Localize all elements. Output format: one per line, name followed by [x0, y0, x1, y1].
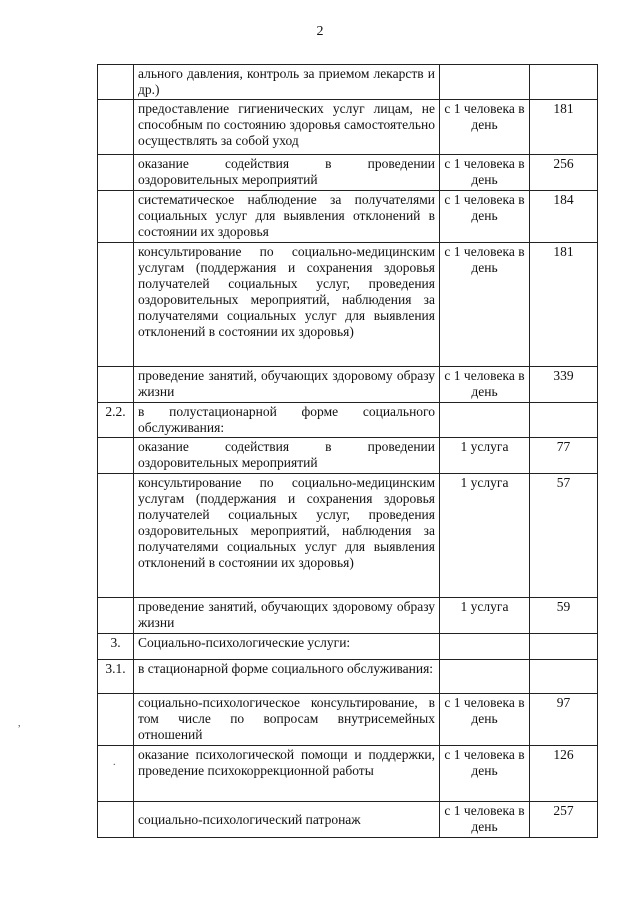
- tariff-value: 59: [530, 598, 598, 634]
- table-row: [98, 634, 598, 660]
- tariff-value: 257: [530, 802, 598, 838]
- unit-of-service: с 1 человека в день: [440, 155, 530, 191]
- service-description: оказание содействия в проведении оздоровительных мероприятий: [134, 155, 440, 191]
- row-number: [98, 746, 134, 802]
- unit-of-service: [440, 403, 530, 438]
- tariff-value: 184: [530, 191, 598, 243]
- table-row: [98, 598, 598, 634]
- services-table-body: [98, 65, 598, 838]
- row-number: [98, 100, 134, 155]
- tariff-value: 181: [530, 100, 598, 155]
- row-number: 3.1.: [98, 660, 134, 694]
- section-heading: в стационарной форме социального обслуживания:: [134, 660, 440, 694]
- table-row: [98, 243, 598, 367]
- service-description: социально-психологическое консультирование, в том числе по вопросам внутрисемейных отношений: [134, 694, 440, 746]
- unit-of-service: с 1 человека в день: [440, 191, 530, 243]
- unit-of-service: с 1 человека в день: [440, 694, 530, 746]
- table-row: [98, 474, 598, 598]
- row-number: [98, 243, 134, 367]
- row-number: [98, 694, 134, 746]
- tariff-value: 97: [530, 694, 598, 746]
- service-description: социально-психологический патронаж: [134, 802, 440, 838]
- table-row: [98, 438, 598, 474]
- table-row: [98, 746, 598, 802]
- tariff-value: 339: [530, 367, 598, 403]
- row-number: [98, 155, 134, 191]
- unit-of-service: с 1 человека в день: [440, 243, 530, 367]
- service-description: консультирование по социально-медицинским услугам (поддержания и сохранения здоровья получателей социальных услуг, проведения оздоровительных мероприятий, наблюдения за получателями социальных услуг для выявления отклонений в состоянии их здоровья): [134, 474, 440, 598]
- service-description: проведение занятий, обучающих здоровому образу жизни: [134, 367, 440, 403]
- section-heading: в полустационарной форме социального обслуживания:: [134, 403, 440, 438]
- unit-of-service: с 1 человека в день: [440, 100, 530, 155]
- row-number: 2.2.: [98, 403, 134, 438]
- table-row: [98, 403, 598, 438]
- unit-of-service: 1 услуга: [440, 598, 530, 634]
- services-table: [97, 64, 598, 838]
- tariff-value: 181: [530, 243, 598, 367]
- table-row: [98, 191, 598, 243]
- scan-speck-mark: ,: [18, 718, 21, 729]
- table-row: [98, 367, 598, 403]
- page-number: 2: [316, 24, 324, 39]
- unit-of-service: 1 услуга: [440, 474, 530, 598]
- table-row: [98, 65, 598, 100]
- unit-of-service: [440, 65, 530, 100]
- unit-of-service: с 1 человека в день: [440, 746, 530, 802]
- table-row: [98, 100, 598, 155]
- tariff-value: [530, 403, 598, 438]
- row-number: [98, 65, 134, 100]
- service-description: консультирование по социально-медицинским услугам (поддержания и сохранения здоровья получателей социальных услуг, проведения оздоровительных мероприятий, наблюдения за получателями социальных услуг для выявления отклонений в состоянии их здоровья): [134, 243, 440, 367]
- tariff-value: 57: [530, 474, 598, 598]
- row-number: 3.: [98, 634, 134, 660]
- tariff-value: [530, 634, 598, 660]
- tariff-value: 77: [530, 438, 598, 474]
- table-row: [98, 802, 598, 838]
- tariff-value: 126: [530, 746, 598, 802]
- unit-of-service: с 1 человека в день: [440, 367, 530, 403]
- scan-speck-mark: .: [113, 757, 116, 768]
- unit-of-service: [440, 660, 530, 694]
- row-number: [98, 802, 134, 838]
- table-row: [98, 155, 598, 191]
- tariff-value: [530, 65, 598, 100]
- tariff-value: 256: [530, 155, 598, 191]
- row-number: [98, 367, 134, 403]
- table-row: [98, 660, 598, 694]
- row-number: [98, 474, 134, 598]
- service-description: проведение занятий, обучающих здоровому образу жизни: [134, 598, 440, 634]
- row-number: [98, 191, 134, 243]
- service-description: оказание содействия в проведении оздоровительных мероприятий: [134, 438, 440, 474]
- table-row: [98, 694, 598, 746]
- row-number: [98, 598, 134, 634]
- unit-of-service: 1 услуга: [440, 438, 530, 474]
- row-number: [98, 438, 134, 474]
- service-description: предоставление гигиенических услуг лицам, не способным по состоянию здоровья самостоятельно осуществлять за собой уход: [134, 100, 440, 155]
- tariff-value: [530, 660, 598, 694]
- service-description: систематическое наблюдение за получателями социальных услуг для выявления отклонений в состоянии их здоровья: [134, 191, 440, 243]
- service-description: оказание психологической помощи и поддержки, проведение психокоррекционной работы: [134, 746, 440, 802]
- service-description: ального давления, контроль за приемом лекарств и др.): [134, 65, 440, 100]
- unit-of-service: [440, 634, 530, 660]
- section-heading: Социально-психологические услуги:: [134, 634, 440, 660]
- unit-of-service: с 1 человека в день: [440, 802, 530, 838]
